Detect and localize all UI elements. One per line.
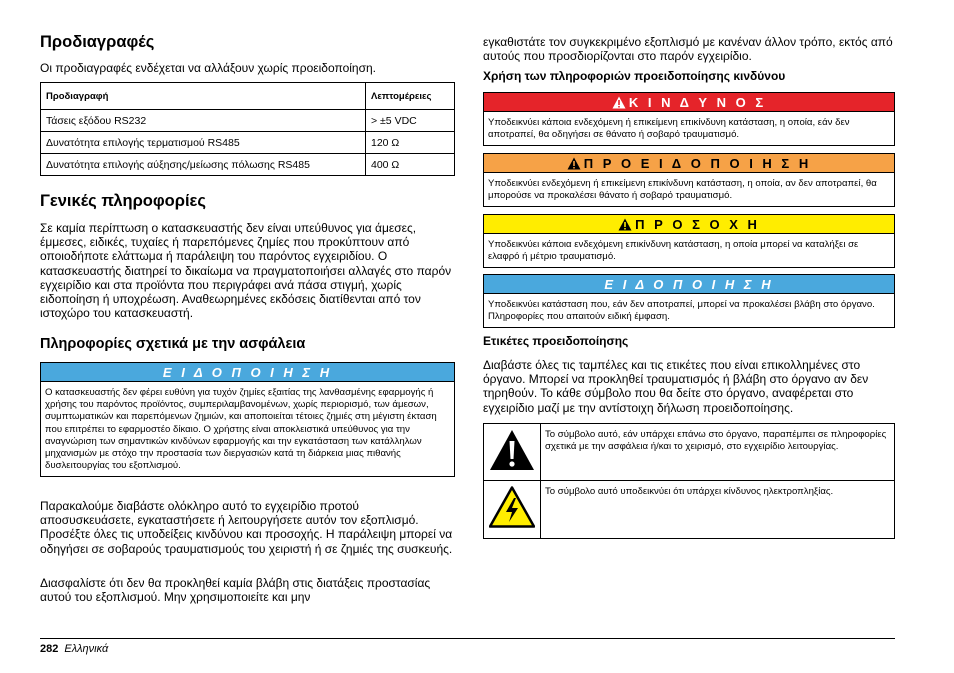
- footer-divider: [40, 638, 895, 639]
- hazard-heading: Χρήση των πληροφοριών προειδοποίησης κινδύνου: [483, 69, 786, 83]
- read-manual-text: Παρακαλούμε διαβάστε ολόκληρο αυτό το εγχειρίδιο προτού αποσυσκευάσετε, εγκαταστήσετε ή λειτουργήσετε αυτόν τον εξοπλισμό. Προσέξτε όλες τις υποδείξεις κινδύνου και προσοχής. Η παράλειψη μπορεί να οδηγήσει σε σοβαρούς τραυματισμούς του χειριστή ή σε ζημιές της συσκευής.: [40, 499, 453, 556]
- symbols-table: [483, 423, 895, 539]
- table-row: [41, 132, 455, 154]
- notice-text: Υποδεικνύει κατάσταση που, εάν δεν αποτραπεί, μπορεί να προκαλέσει βλάβη στο όργανο. Πληροφορίες που απαιτούν ειδική έμφαση.: [488, 299, 875, 323]
- table-row: [41, 110, 455, 132]
- spec-table-header: [41, 83, 455, 110]
- table-row: [484, 424, 895, 481]
- safety-heading: Πληροφορίες σχετικά με την ασφάλεια: [40, 336, 306, 352]
- caution-label: Π Ρ Ο Σ Ο Χ Η: [635, 216, 760, 232]
- notice-box: [483, 274, 895, 328]
- caution-header: [484, 215, 894, 234]
- spec-heading: Προδιαγραφές: [40, 33, 155, 51]
- ensure-protection-text: Διασφαλίστε ότι δεν θα προκληθεί καμία βλάβη στις διατάξεις προστασίας αυτού του εξοπλισμού. Μην χρησιμοποιείτε και μην: [40, 576, 431, 605]
- spec-header-details: Λεπτομέρειες: [366, 83, 455, 110]
- table-row: [41, 154, 455, 176]
- footer-language: Ελληνικά: [64, 643, 109, 655]
- symbol-description: Το σύμβολο αυτό, εάν υπάρχει επάνω στο όργανο, παραπέμπει σε πληροφορίες σχετικά με την ασφάλεια ή/και το χειρισμό, στο εγχειρίδιο λειτουργίας.: [541, 424, 895, 481]
- spec-intro: Οι προδιαγραφές ενδέχεται να αλλάξουν χωρίς προειδοποίηση.: [40, 61, 376, 75]
- warning-header: [484, 154, 894, 173]
- caution-box: [483, 214, 895, 268]
- notice-label: Ε Ι Δ Ο Π Ο Ι Η Σ Η: [484, 275, 894, 294]
- notice-label: Ε Ι Δ Ο Π Ο Ι Η Σ Η: [41, 363, 454, 382]
- warning-triangle-icon: [567, 157, 581, 170]
- warning-triangle-icon: [612, 96, 626, 109]
- labels-text: Διαβάστε όλες τις ταμπέλες και τις ετικέτες που είναι επικολλημένες στο όργανο. Μπορεί να προκληθεί τραυματισμός ή βλάβη στο όργανο αν δεν τηρηθούν. Το κάθε σύμβολο που θα δείτε στο όργανο, αναφέρεται στο εγχειρίδιο μαζί με την αντίστοιχη δήλωση προειδοποίησης.: [483, 358, 869, 415]
- spec-cell-name: Τάσεις εξόδου RS232: [41, 110, 366, 132]
- notice-text: Ο κατασκευαστής δεν φέρει ευθύνη για τυχόν ζημίες εξαιτίας της λανθασμένης εφαρμογής ή χρήσης του παρόντος προϊόντος, συμπεριλαμβανομένων, χωρίς περιορισμό, των άμεσων, συμπτωματικών και παρεπόμενων ζημιών, και αποποιείται τέτοιες ζημιές στη μέγιστη έκταση που επιτρέπει το εφαρμοστέο δίκαιο. Ο χρήστης είναι αποκλειστικά υπεύθυνος για την αναγνώριση των σημαντικών κινδύνων εφαρμογής και την εγκατάσταση των κατάλληλων μηχανισμών με στόχο την προστασία των διεργασιών κατά τη διάρκεια μιας πιθανής δυσλειτουργίας του εξοπλισμού.: [45, 387, 437, 472]
- danger-label: Κ Ι Ν Δ Υ Ν Ο Σ: [628, 94, 767, 110]
- spec-table: [40, 82, 455, 176]
- danger-box: [483, 92, 895, 146]
- symbol-icon-cell: [484, 424, 541, 481]
- danger-text: Υποδεικνύει κάποια ενδεχόμενη ή επικείμενη επικίνδυνη κατάσταση, η οποία, εάν δεν αποτραπεί, θα οδηγήσει σε θάνατο ή σοβαρό τραυματισμό.: [488, 117, 850, 141]
- labels-heading: Ετικέτες προειδοποίησης: [483, 334, 629, 348]
- spec-cell-value: 400 Ω: [366, 154, 455, 176]
- warning-label: Π Ρ Ο Ε Ι Δ Ο Π Ο Ι Η Σ Η: [583, 155, 812, 171]
- spec-cell-value: 120 Ω: [366, 132, 455, 154]
- spec-cell-value: > ±5 VDC: [366, 110, 455, 132]
- warning-box: [483, 153, 895, 207]
- notice-box: [40, 362, 455, 477]
- spec-cell-name: Δυνατότητα επιλογής τερματισμού RS485: [41, 132, 366, 154]
- symbol-description: Το σύμβολο αυτό υποδεικνύει ότι υπάρχει κίνδυνος ηλεκτροπληξίας.: [541, 481, 895, 539]
- danger-header: [484, 93, 894, 112]
- warning-triangle-icon: [618, 218, 632, 231]
- warning-text: Υποδεικνύει ενδεχόμενη ή επικείμενη επικίνδυνη κατάσταση, η οποία, αν δεν αποτραπεί, θα μπορούσε να προκαλέσει θάνατο ή σοβαρό τραυματισμό.: [488, 178, 877, 202]
- symbol-icon-cell: [484, 481, 541, 539]
- general-text: Σε καμία περίπτωση ο κατασκευαστής δεν είναι υπεύθυνος για άμεσες, έμμεσες, ειδικές, τυχαίες ή παρεπόμενες ζημίες που προκύπτουν από οποιοδήποτε ελάττωμα ή παράλειψη του παρόντος εγχειριδίου. Ο κατασκευαστής διατηρεί το δικαίωμα να πραγματοποιήσει αλλαγές στο παρόν εγχειρίδιο και στα προϊόντα που περιγράφει ανά πάσα στιγμή, χωρίς ειδοποίηση ή υποχρέωση. Αναθεωρημένες εκδόσεις διατίθενται από τον ιστοχώρο του κατασκευαστή.: [40, 221, 452, 321]
- electric-shock-icon: [489, 486, 535, 528]
- spec-header-name: Προδιαγραφή: [41, 83, 366, 110]
- spec-cell-name: Δυνατότητα επιλογής αύξησης/μείωσης πόλωσης RS485: [41, 154, 366, 176]
- page-number: 282: [40, 643, 59, 655]
- exclamation-warning-icon: [489, 429, 535, 471]
- general-heading: Γενικές πληροφορίες: [40, 192, 206, 210]
- caution-text: Υποδεικνύει κάποια ενδεχόμενη επικίνδυνη κατάσταση, η οποία μπορεί να καταλήξει σε ελαφρό ή μέτριο τραυματισμό.: [488, 239, 859, 263]
- continue-text: εγκαθιστάτε τον συγκεκριμένο εξοπλισμό με κανέναν άλλον τρόπο, εκτός από αυτούς που προσδιορίζονται στο παρόν εγχειρίδιο.: [483, 35, 893, 64]
- table-row: [484, 481, 895, 539]
- page-footer: [40, 643, 108, 655]
